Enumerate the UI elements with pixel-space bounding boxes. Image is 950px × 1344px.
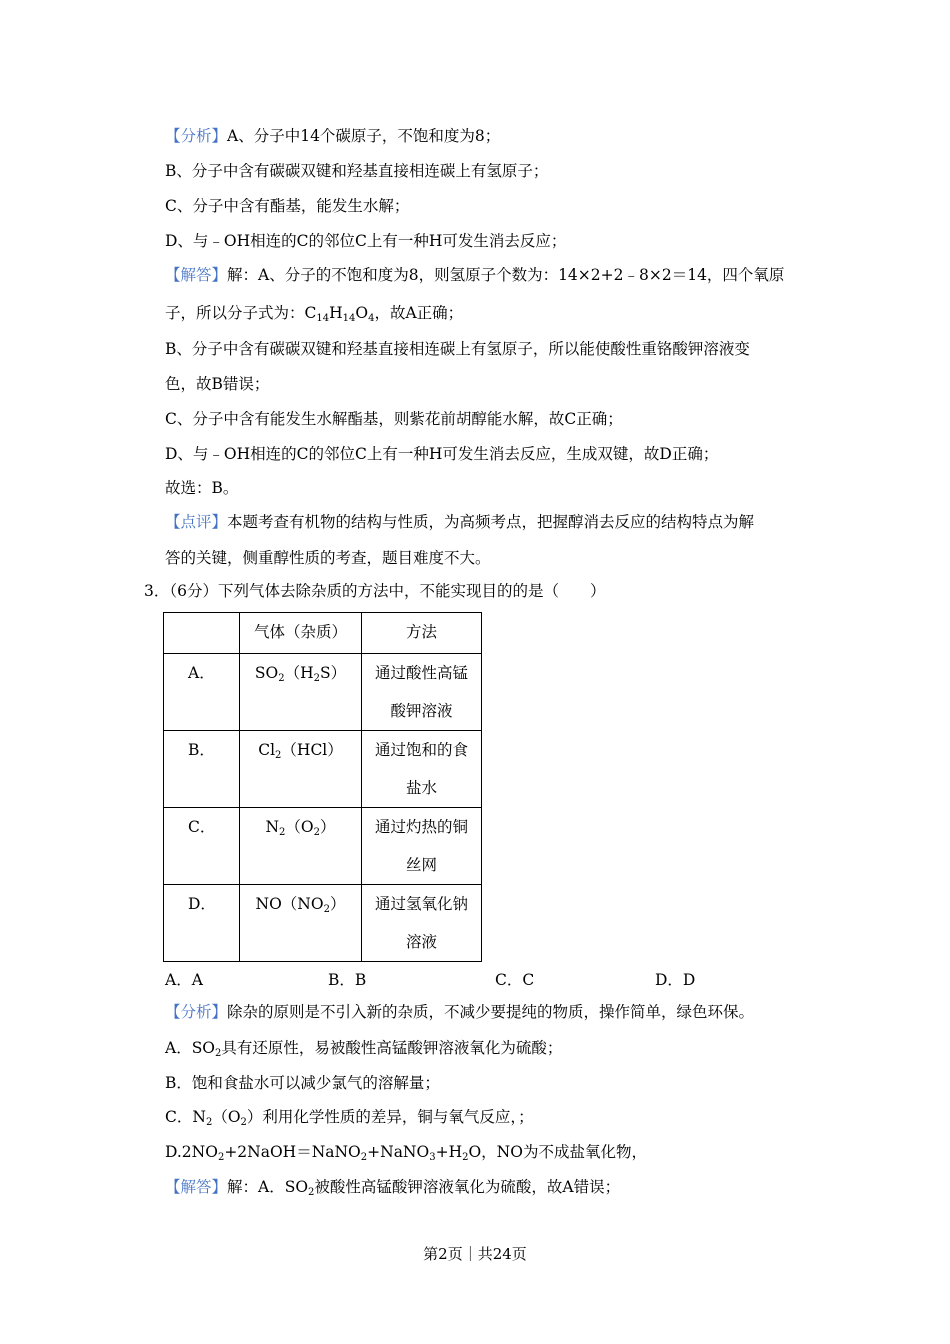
answer-2-line-4: 色，故B错误； [165,375,270,393]
analysis-3-line-1: 【分析】除杂的原则是不引入新的杂质，不减少要提纯的物质，操作简单，绿色环保。 [165,1003,755,1021]
analysis-3-line-5: $D.2NO_2+2NaOH=NaNO_2+NaNO_3+H_2O$，NO为不成盐氧化物， [165,1143,647,1163]
table-row: B． $Cl_2(HCl)$ 通过饱和的食 盐水 [164,731,482,808]
comment-tag: 【点评】 [165,513,228,531]
choice-a: A．A [165,971,203,989]
analysis-2-line-2: B、分子中含有碳碳双键和羟基直接相连碳上有氢原子； [165,162,549,180]
answer-2-line-7: 故选：B。 [165,479,239,497]
analysis-2-line-3: C、分子中含有酯基，能发生水解； [165,197,410,215]
table-header-gas: 气体（杂质） [240,613,362,654]
table-header-row [164,613,482,654]
options-table [163,612,482,962]
choice-b: B．B [328,971,367,989]
answer-3-line-1: 【解答】解：A．$SO_2$被酸性高锰酸钾溶液氧化为硫酸，故A错误； [165,1178,621,1198]
comment-2-line-1: 【点评】本题考查有机物的结构与性质，为高频考点，把握醇消去反应的结构特点为解 [165,513,755,531]
page-footer: 第2页｜共24页 [423,1245,527,1263]
answer-2-line-6: D、与﹣OH相连的C的邻位C上有一种H可发生消去反应，生成双键，故D正确； [165,445,719,463]
table-row: D． $NO(NO_2)$ 通过氢氧化钠 溶液 [164,885,482,962]
answer-2-line-2: 子，所以分子式为：$C_{14}H_{14}O_4$，故A正确； [165,304,464,324]
choice-d: D．D [655,971,696,989]
analysis-2-line-4: D、与﹣OH相连的C的邻位C上有一种H可发生消去反应； [165,232,567,250]
analysis-3-line-2: A．$SO_2$具有还原性，易被酸性高锰酸钾溶液氧化为硫酸； [165,1039,563,1059]
answer-tag: 【解答】 [165,266,228,284]
answer-2-line-1: 【解答】解：A、分子的不饱和度为8，则氢原子个数为：14×2+2﹣8×2＝14，四个氧原 [165,266,785,284]
table-header-method: 方法 [362,613,482,654]
analysis-tag: 【分析】 [165,1003,228,1021]
table-cell [164,613,240,654]
choice-c: C．C [495,971,535,989]
comment-2-line-2: 答的关键，侧重醇性质的考查，题目难度不大。 [165,549,491,567]
analysis-3-line-3: B．饱和食盐水可以减少氯气的溶解量； [165,1074,440,1092]
question-3-stem: 3．（6分）下列气体去除杂质的方法中，不能实现目的的是（ ） [144,582,606,600]
table-row: A． $SO_2(H_2S)$ 通过酸性高锰 酸钾溶液 [164,654,482,731]
answer-tag: 【解答】 [165,1178,228,1196]
answer-2-line-5: C、分子中含有能发生水解酯基，则紫花前胡醇能水解，故C正确； [165,410,623,428]
table-row: C． $N_2(O_2)$ 通过灼热的铜 丝网 [164,808,482,885]
analysis-2-line-1: 【分析】A、分子中14个碳原子，不饱和度为8； [165,127,501,145]
answer-2-line-3: B、分子中含有碳碳双键和羟基直接相连碳上有氢原子，所以能使酸性重铬酸钾溶液变 [165,340,750,358]
analysis-3-line-4: C．$N_2(O_2)$利用化学性质的差异，铜与氧气反应，； [165,1108,534,1128]
analysis-tag: 【分析】 [165,127,228,145]
